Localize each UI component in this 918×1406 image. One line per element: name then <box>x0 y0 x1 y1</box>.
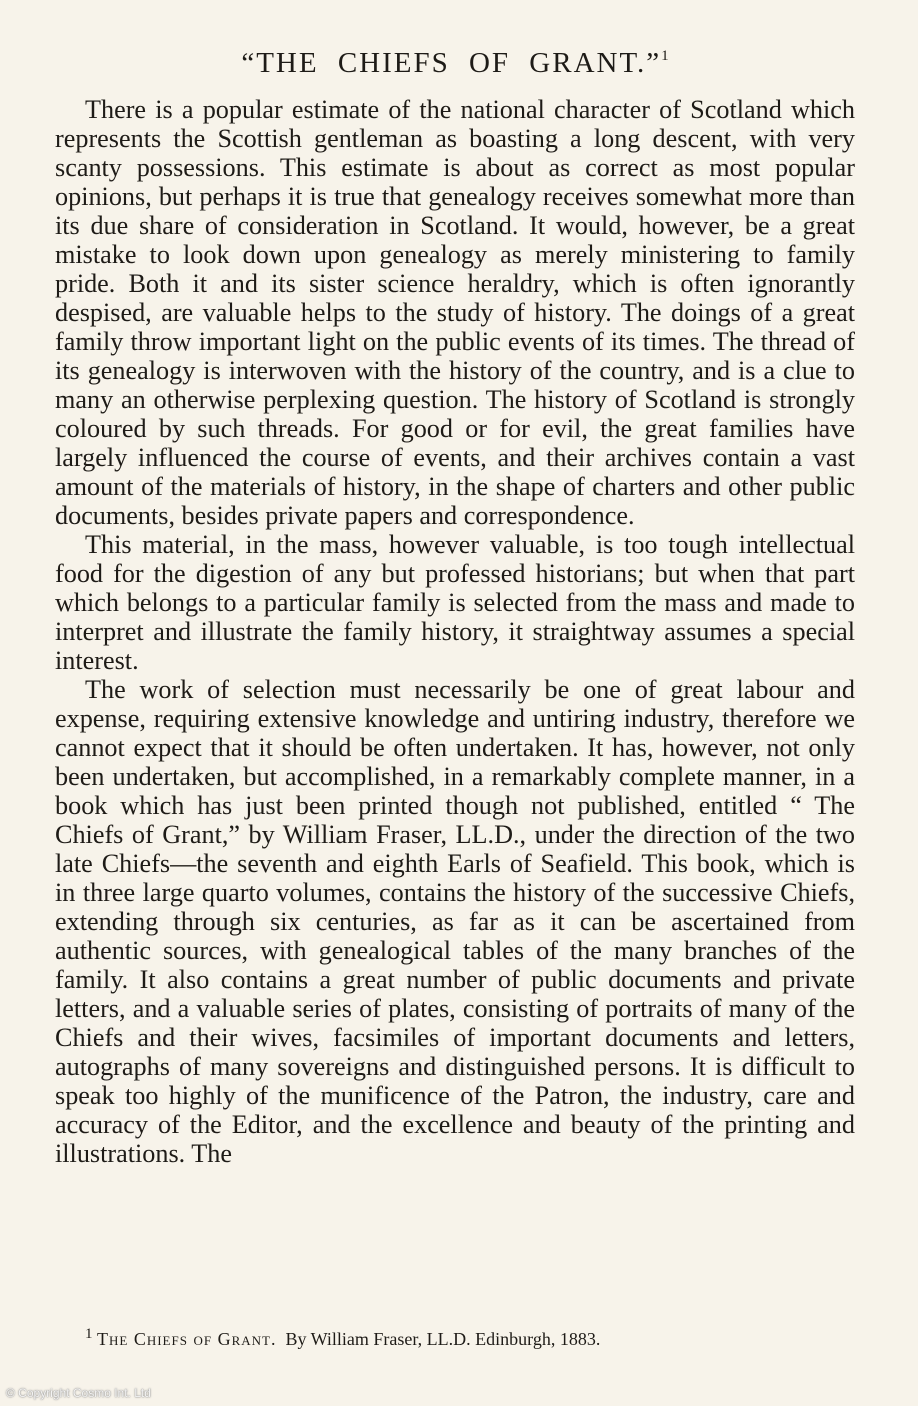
copyright-watermark: © Copyright Cosmo Int. Ltd <box>6 1386 151 1400</box>
paragraph-1: There is a popular estimate of the national character of Scotland which represents the Scottish gentleman as boasting a long descent, with very scanty possessions. This estimate is about as correct as most popular opinions, but perhaps it is true that genealogy receives somewhat more than its due share of consideration in Scotland. It would, however, be a great mistake to look down upon genealogy as merely ministering to family pride. Both it and its sister science heraldry, which is often ignorantly despised, are valuable helps to the study of history. The doings of a great family throw important light on the public events of its times. The thread of its genealogy is interwoven with the history of the country, and is a clue to many an otherwise perplexing question. The history of Scotland is strongly coloured by such threads. For good or for evil, the great families have largely influenced the course of events, and their archives contain a vast amount of the materials of history, in the shape of charters and other public documents, besides private papers and correspondence. <box>55 95 855 530</box>
footnote-book-title: The Chiefs of Grant. <box>97 1329 277 1349</box>
article-title <box>55 38 855 81</box>
article-title-text: “THE CHIEFS OF GRANT.” <box>241 47 662 79</box>
footnote-mark: 1 <box>85 1326 93 1342</box>
footnote-details: By William Fraser, LL.D. Edinburgh, 1883. <box>285 1329 601 1349</box>
paragraph-2: This material, in the mass, however valuable, is too tough intellectual food for the digestion of any but professed historians; but when that part which belongs to a particular family is selected from the mass and made to interpret and illustrate the family history, it straightway assumes a special interest. <box>55 530 855 675</box>
document-page <box>55 38 855 1168</box>
title-footnote-mark[interactable]: 1 <box>661 48 669 64</box>
footnote <box>85 1322 600 1351</box>
paragraph-3: The work of selection must necessarily be one of great labour and expense, requiring extensive knowledge and untiring industry, therefore we cannot expect that it should be often undertaken. It has, however, not only been undertaken, but accomplished, in a remarkably complete manner, in a book which has just been printed though not published, entitled “ The Chiefs of Grant,” by William Fraser, LL.D., under the direction of the two late Chiefs—the seventh and eighth Earls of Seafield. This book, which is in three large quarto volumes, contains the history of the successive Chiefs, extending through six centuries, as far as it can be ascertained from authentic sources, with genealogical tables of the many branches of the family. It also contains a great number of public documents and private letters, and a valuable series of plates, consisting of portraits of many of the Chiefs and their wives, facsimiles of important documents and letters, autographs of many sovereigns and distinguished persons. It is difficult to speak too highly of the munificence of the Patron, the industry, care and accuracy of the Editor, and the excellence and beauty of the printing and illustrations. The <box>55 675 855 1168</box>
